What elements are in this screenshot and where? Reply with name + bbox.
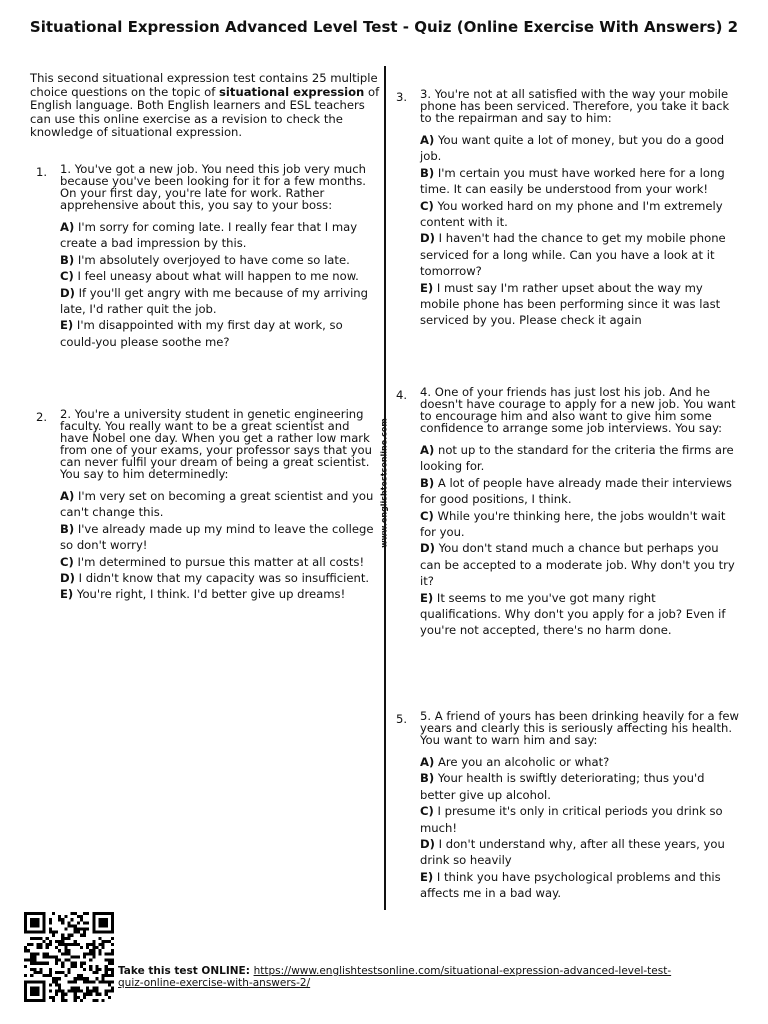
option-c[interactable] bbox=[60, 554, 380, 570]
option-text: I'm absolutely overjoyed to have come so late. bbox=[74, 252, 350, 267]
option-letter: A) bbox=[420, 133, 435, 147]
option-text: I feel uneasy about what will happen to me now. bbox=[73, 269, 359, 284]
option-c[interactable] bbox=[60, 268, 380, 284]
question-stem: 1. You've got a new job. You need this job very much because you've been looking for it for a few months. On your first day, you're late for work. Rather apprehensive about this, you say to your boss: bbox=[60, 162, 366, 212]
question-5 bbox=[396, 709, 740, 902]
option-text: You worked hard on my phone and I'm extremely content with it. bbox=[420, 198, 723, 230]
option-text: A lot of people have already made their interviews for good positions, I think. bbox=[420, 475, 732, 507]
option-d[interactable] bbox=[60, 285, 380, 318]
option-text: I'm sorry for coming late. I really fear that I may create a bad impression by this. bbox=[60, 220, 358, 251]
option-text: not up to the standard for the criteria the firms are looking for. bbox=[420, 443, 734, 474]
option-text: I'm certain you must have worked here for a long time. It can easily be understood from your work! bbox=[420, 165, 725, 197]
option-a[interactable] bbox=[60, 219, 380, 252]
option-b[interactable] bbox=[60, 252, 380, 268]
option-letter: B) bbox=[420, 165, 435, 180]
question-number: 3. bbox=[396, 90, 408, 104]
option-a[interactable] bbox=[420, 442, 740, 475]
option-e[interactable] bbox=[60, 317, 380, 350]
option-text: I didn't know that my capacity was so insufficient. bbox=[74, 571, 370, 586]
option-letter: E) bbox=[420, 869, 434, 884]
option-text: I presume it's only in critical periods you drink so much! bbox=[420, 804, 723, 835]
intro-keyword: situational expression bbox=[219, 84, 365, 99]
option-e[interactable] bbox=[420, 280, 740, 329]
option-text: Are you an alcoholic or what? bbox=[434, 755, 610, 769]
question-stem: 3. You're not at all satisfied with the way your mobile phone has been serviced. Therefore, you take it back to the repairman and say to him: bbox=[420, 87, 730, 125]
option-d[interactable] bbox=[420, 836, 740, 869]
option-d[interactable] bbox=[60, 570, 380, 586]
option-text: I haven't had the chance to get my mobile phone serviced for a long while. Can you have a look at it tomorrow? bbox=[420, 231, 726, 279]
option-letter: E) bbox=[60, 587, 74, 602]
option-c[interactable] bbox=[420, 803, 740, 836]
question-3 bbox=[396, 87, 740, 329]
option-letter: B) bbox=[60, 521, 75, 536]
option-letter: D) bbox=[420, 541, 435, 556]
option-letter: C) bbox=[420, 804, 434, 819]
vertical-url-text: www.englishtestsonline.com bbox=[379, 418, 389, 548]
option-text: You're right, I think. I'd better give up dreams! bbox=[73, 587, 346, 602]
option-letter: B) bbox=[420, 475, 435, 490]
option-letter: D) bbox=[420, 231, 435, 246]
option-a[interactable] bbox=[420, 132, 740, 165]
option-letter: B) bbox=[60, 252, 75, 267]
options-list bbox=[420, 442, 740, 639]
option-letter: A) bbox=[420, 755, 435, 769]
option-letter: E) bbox=[420, 280, 434, 295]
option-a[interactable] bbox=[420, 754, 740, 770]
option-text: I'm determined to pursue this matter at all costs! bbox=[73, 554, 365, 569]
footer-label: Take this test ONLINE: bbox=[118, 965, 254, 977]
options-list bbox=[60, 219, 380, 350]
option-b[interactable] bbox=[60, 521, 380, 554]
option-letter: C) bbox=[420, 508, 434, 523]
page-title: Situational Expression Advanced Level Test - Quiz (Online Exercise With Answers) 2 bbox=[29, 18, 739, 36]
option-text: You want quite a lot of money, but you do a good job. bbox=[420, 133, 725, 164]
option-b[interactable] bbox=[420, 475, 740, 508]
option-b[interactable] bbox=[420, 165, 740, 198]
option-text: I must say I'm rather upset about the way my mobile phone has been performing since it was last serviced by you. Please check it again bbox=[420, 280, 721, 328]
option-text: I've already made up my mind to leave the college so don't worry! bbox=[60, 521, 374, 553]
intro-text-end: of English language. Both English learners and ESL teachers can use this online exercise as a revision to check the knowledge of situational expression. bbox=[30, 84, 380, 139]
option-letter: B) bbox=[420, 771, 435, 786]
options-list bbox=[420, 754, 740, 902]
option-e[interactable] bbox=[420, 590, 740, 639]
option-letter: E) bbox=[420, 590, 434, 605]
option-a[interactable] bbox=[60, 488, 380, 521]
question-number: 4. bbox=[396, 388, 408, 402]
question-stem: 5. A friend of yours has been drinking heavily for a few years and clearly this is seriously affecting his health. You want to warn him and say: bbox=[420, 709, 740, 747]
intro-paragraph bbox=[30, 72, 380, 140]
footer-link-line bbox=[118, 965, 678, 989]
option-letter: E) bbox=[60, 318, 74, 333]
question-stem: 4. One of your friends has just lost his job. And he doesn't have courage to apply for a new job. You want to encourage him and also want to give him some confidence to arrange some job interviews. You say: bbox=[420, 385, 736, 435]
option-e[interactable] bbox=[60, 586, 380, 602]
option-letter: C) bbox=[60, 269, 74, 284]
option-letter: C) bbox=[60, 554, 74, 569]
test-online-link[interactable]: https://www.englishtestsonline.com/situational-expression-advanced-level-test-quiz-online-exercise-with-answers-2/ bbox=[118, 965, 672, 989]
option-letter: A) bbox=[60, 220, 75, 234]
option-letter: D) bbox=[60, 571, 75, 586]
option-c[interactable] bbox=[420, 198, 740, 231]
question-number: 5. bbox=[396, 712, 408, 726]
option-b[interactable] bbox=[420, 770, 740, 803]
option-text: I don't understand why, after all these years, you drink so heavily bbox=[420, 837, 725, 868]
option-text: You don't stand much a chance but perhaps you can be accepted to a moderate job. Why don't you try it? bbox=[420, 541, 735, 589]
qr-code-icon[interactable] bbox=[24, 912, 114, 1002]
question-stem: 2. You're a university student in genetic engineering faculty. You really want to be a great scientist and have Nobel one day. When you get a rather low mark from one of your exams, your professor says that you can never fulfil your dream of being a great scientist. You say to him determinedly: bbox=[60, 407, 372, 481]
option-d[interactable] bbox=[420, 540, 740, 589]
intro-text-start: This second situational expression test contains 25 multiple choice questions on the topic of bbox=[30, 71, 378, 99]
option-text: Your health is swiftly deteriorating; thus you'd better give up alcohol. bbox=[420, 771, 705, 802]
options-list bbox=[420, 132, 740, 329]
option-e[interactable] bbox=[420, 869, 740, 902]
question-number: 2. bbox=[36, 410, 48, 424]
question-4 bbox=[396, 385, 740, 639]
options-list bbox=[60, 488, 380, 603]
option-text: I'm very set on becoming a great scientist and you can't change this. bbox=[60, 489, 374, 520]
option-d[interactable] bbox=[420, 230, 740, 279]
option-text: If you'll get angry with me because of my arriving late, I'd rather quit the job. bbox=[60, 285, 368, 317]
option-text: It seems to me you've got many right qualifications. Why don't you apply for a job? Even if you're not accepted, there's no harm done. bbox=[420, 590, 726, 638]
option-letter: A) bbox=[60, 489, 75, 503]
option-text: I'm disappointed with my first day at work, so could-you please soothe me? bbox=[60, 318, 343, 349]
option-letter: A) bbox=[420, 443, 435, 457]
option-c[interactable] bbox=[420, 508, 740, 541]
option-letter: D) bbox=[60, 285, 75, 300]
option-letter: C) bbox=[420, 198, 434, 213]
option-text: While you're thinking here, the jobs wouldn't wait for you. bbox=[420, 508, 726, 540]
option-text: I think you have psychological problems and this affects me in a bad way. bbox=[420, 869, 721, 901]
question-1 bbox=[36, 162, 380, 350]
option-letter: D) bbox=[420, 837, 435, 852]
question-2 bbox=[36, 407, 380, 603]
question-number: 1. bbox=[36, 165, 48, 179]
